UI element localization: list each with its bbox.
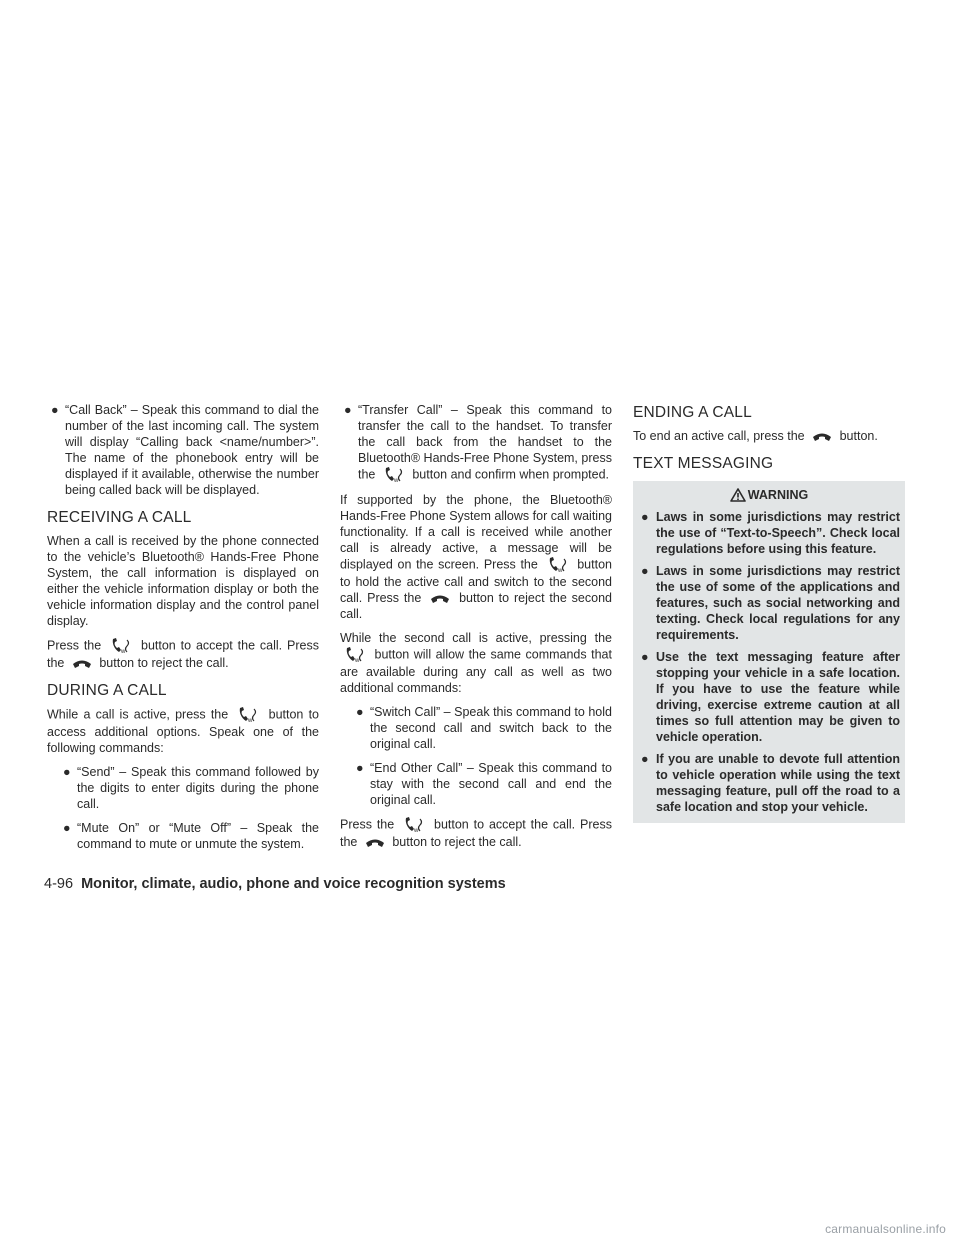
warning-title <box>638 487 900 503</box>
phone-talk-icon <box>237 706 259 724</box>
column-3 <box>633 403 905 823</box>
warning-text: Laws in some jurisdictions may restrict the use of some of the applications and features, such as social networking and texting. Check local regulations for any requirements. <box>656 564 900 642</box>
bullet-dot: ● <box>641 564 649 578</box>
bullet-call-back <box>47 402 319 498</box>
warning-box <box>633 481 905 823</box>
bullet-dot: ● <box>356 761 364 775</box>
svg-text:w: w <box>414 828 419 834</box>
heading-ending-a-call: ENDING A CALL <box>633 404 752 421</box>
section-title: Monitor, climate, audio, phone and voice recognition systems <box>81 876 506 892</box>
warning-item <box>638 563 900 643</box>
text: Press the <box>340 817 395 832</box>
phone-talk-icon <box>547 556 569 574</box>
bullet-send <box>59 764 319 812</box>
phone-hangup-icon <box>812 431 832 443</box>
warning-text: Use the text messaging feature after stopping your vehicle in a safe location. If you have to use the feature while driving, exercise extreme caution at all times so full attention may be given to vehicle operation. <box>656 650 900 744</box>
svg-text:w: w <box>121 649 126 655</box>
warning-item <box>638 509 900 557</box>
heading-receiving-a-call: RECEIVING A CALL <box>47 509 192 526</box>
text: While the second call is active, pressing the <box>340 631 612 645</box>
warning-item <box>638 649 900 745</box>
phone-talk-icon <box>344 646 366 664</box>
bullet-text: “Switch Call” – Speak this command to hold the second call and switch back to the original call. <box>370 705 612 751</box>
text: To end an active call, press the <box>633 429 805 443</box>
column-2 <box>340 402 612 858</box>
heading-during-a-call: DURING A CALL <box>47 682 167 699</box>
paragraph-press-accept-reject-2 <box>340 816 612 850</box>
text: While a call is active, press the <box>47 707 229 722</box>
text: button. <box>839 429 878 443</box>
text: button to reject the call. <box>392 835 522 849</box>
bullet-text: “Transfer Call” – Speak this command to transfer the call to the handset. To transfer the call back from the handset to the Bluetooth® Hands-Free Phone System, press the <box>358 403 612 482</box>
warning-label: WARNING <box>747 488 809 502</box>
bullet-dot: ● <box>641 510 649 524</box>
warning-text: If you are unable to devote full attention to vehicle operation while using the text messaging feature, pull off the road to a safe location and stop your vehicle. <box>656 752 900 814</box>
text: button to reject the second call. <box>340 591 612 621</box>
bullet-dot: ● <box>51 403 59 417</box>
text: Press the <box>47 638 102 653</box>
paragraph-second-call <box>340 630 612 696</box>
column-1 <box>47 402 319 860</box>
text: button to access additional options. Speak one of the following commands: <box>47 707 319 755</box>
text: button to hold the active call and switch to the second call. Press the <box>340 557 612 605</box>
warning-item <box>638 751 900 815</box>
text: button will allow the same commands that are available during any call as well as two additional commands: <box>340 647 612 695</box>
svg-text:w: w <box>248 718 253 724</box>
bullet-dot: ● <box>641 650 649 664</box>
paragraph-receiving: When a call is received by the phone connected to the vehicle’s Bluetooth® Hands-Free Phone System, the call information is displayed on either the vehicle information display or both the vehicle information display and the control panel display. <box>47 534 319 628</box>
phone-talk-icon <box>383 466 405 484</box>
bullet-end-other-call <box>352 760 612 808</box>
phone-hangup-icon <box>430 593 450 605</box>
heading-text-messaging: TEXT MESSAGING <box>633 455 774 472</box>
page-footer <box>44 876 506 892</box>
bullet-text: button and confirm when prompted. <box>412 467 610 482</box>
bullet-dot: ● <box>344 403 352 417</box>
bullet-transfer-call <box>340 402 612 484</box>
paragraph-press-accept-reject <box>47 637 319 671</box>
paragraph-ending <box>633 428 905 444</box>
text: If supported by the phone, the Bluetooth® Hands-Free Phone System allows for call waiting functionality. If a call is received while another call is already active, a message will be displayed on the screen. Press the <box>340 493 612 572</box>
text: button to accept the call. Press the <box>47 638 319 670</box>
phone-hangup-icon <box>72 658 92 670</box>
warning-triangle-icon <box>730 488 746 502</box>
svg-text:w: w <box>393 478 399 484</box>
paragraph-call-waiting <box>340 492 612 622</box>
text: button to reject the call. <box>99 656 229 670</box>
bullet-switch-call <box>352 704 612 752</box>
phone-hangup-icon <box>365 837 385 849</box>
text: button to accept the call. Press the <box>340 817 612 849</box>
bullet-dot: ● <box>356 705 364 719</box>
bullet-dot: ● <box>641 752 649 766</box>
bullet-text: “End Other Call” – Speak this command to stay with the second call and end the original call. <box>370 761 612 807</box>
watermark: carmanualsonline.info <box>825 1222 946 1236</box>
bullet-mute <box>59 820 319 852</box>
bullet-text: “Send” – Speak this command followed by the digits to enter digits during the phone call. <box>77 765 319 811</box>
phone-talk-icon <box>403 816 425 834</box>
bullet-dot: ● <box>63 765 71 779</box>
warning-text: Laws in some jurisdictions may restrict the use of “Text-to-Speech”. Check local regulations before using this feature. <box>656 510 900 556</box>
bullet-text: “Mute On” or “Mute Off” – Speak the command to mute or unmute the system. <box>77 821 319 851</box>
svg-text:w: w <box>355 658 360 664</box>
paragraph-during <box>47 706 319 756</box>
phone-talk-icon <box>110 637 132 655</box>
svg-text:w: w <box>557 568 562 574</box>
bullet-dot: ● <box>63 821 71 835</box>
bullet-text: “Call Back” – Speak this command to dial the number of the last incoming call. The system will display “Calling back <name/number>”. The name of the phonebook entry will be displayed if it available, otherwise the number being called back will be displayed. <box>65 403 319 497</box>
page-number: 4-96 <box>44 876 74 892</box>
